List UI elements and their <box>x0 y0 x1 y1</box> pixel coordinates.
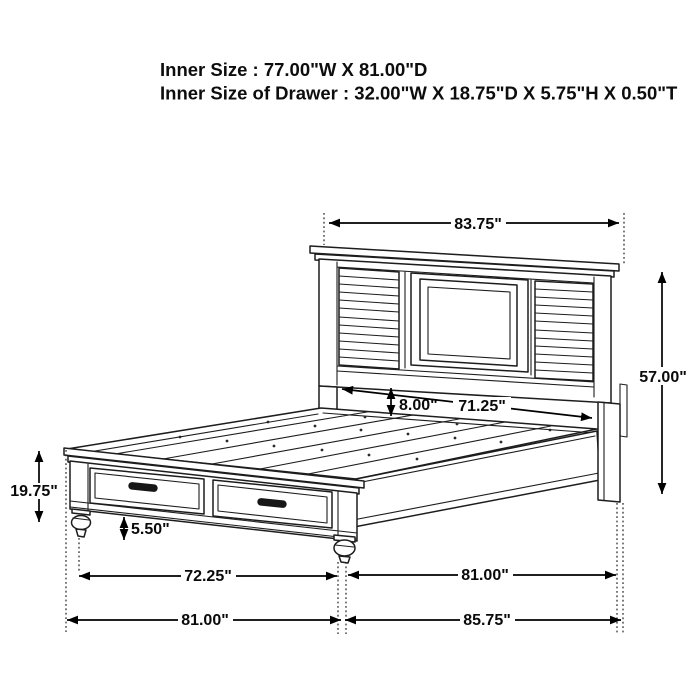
dim-inner-width-label: 71.25" <box>458 398 506 415</box>
dim-overall-height-label: 57.00" <box>639 369 687 386</box>
dim-side-length <box>348 566 616 584</box>
headboard-louver-panel-left <box>339 268 399 369</box>
headboard-leg-right <box>598 402 620 502</box>
dim-overall-side-length <box>345 611 621 629</box>
center-panel-field <box>428 287 510 359</box>
bed-drawing <box>64 246 627 563</box>
dim-overall-front-width <box>67 611 341 629</box>
bun-foot-left <box>72 509 91 537</box>
side-rail-bracket <box>620 384 627 437</box>
dim-footboard-height <box>6 451 64 522</box>
dim-floor-clearance-label: 5.50" <box>131 521 170 538</box>
headboard-center-panel <box>405 272 531 375</box>
dim-footboard-height-label: 19.75" <box>10 483 58 500</box>
dim-rail-height-label: 8.00" <box>399 397 438 414</box>
dim-footboard-front-width-label: 72.25" <box>184 568 232 585</box>
dim-overall-front-width-label: 81.00" <box>181 612 229 629</box>
dim-floor-clearance <box>124 517 170 540</box>
inner-size-of-drawer-line: Inner Size of Drawer : 32.00"W X 18.75"D X 5.75"H X 0.50"T <box>160 82 678 104</box>
dim-overall-height <box>637 272 689 494</box>
spec-text <box>160 59 678 104</box>
dim-overall-side-length-label: 85.75" <box>463 612 511 629</box>
bun-foot-right <box>334 535 355 563</box>
dim-side-length-label: 81.00" <box>461 567 509 584</box>
dim-footboard-front-width <box>79 567 337 585</box>
dim-headboard-width-label: 83.75" <box>454 216 502 233</box>
headboard-louver-panel-right <box>535 281 593 381</box>
inner-size-line: Inner Size : 77.00"W X 81.00"D <box>160 59 428 80</box>
